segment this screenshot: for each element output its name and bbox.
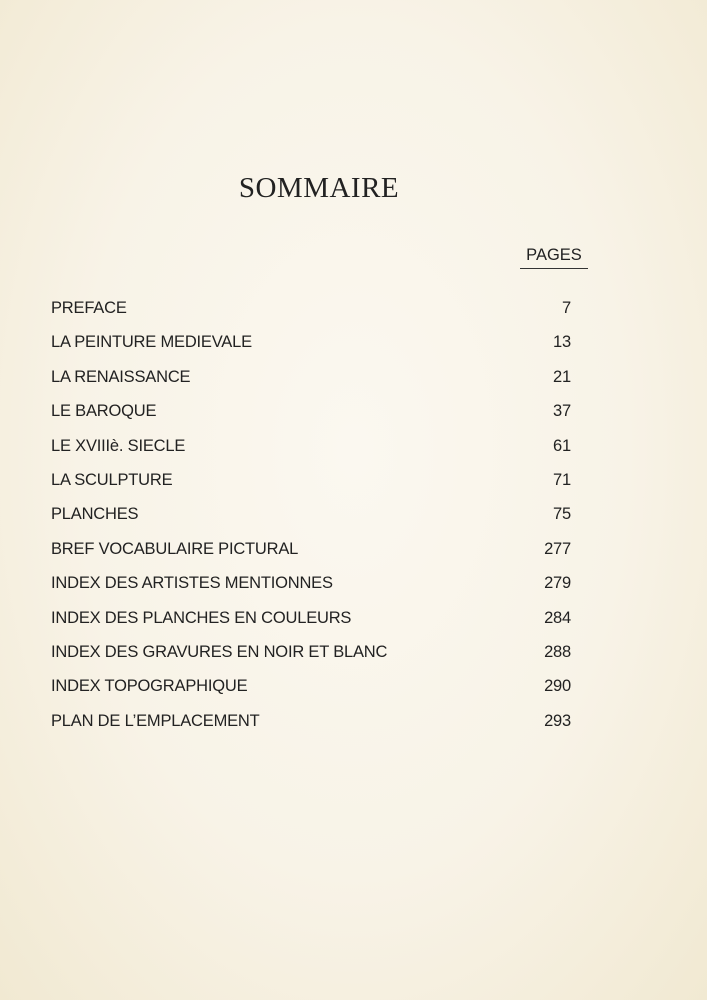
- pages-column-header: PAGES: [520, 246, 588, 269]
- toc-entry-page: 290: [544, 677, 571, 696]
- toc-entry-title: INDEX DES GRAVURES EN NOIR ET BLANC: [51, 642, 388, 661]
- toc-entry: [51, 712, 571, 746]
- toc-entry: [51, 643, 571, 677]
- toc-entry-title: LA PEINTURE MEDIEVALE: [51, 333, 252, 352]
- toc-entry-page: 279: [544, 574, 571, 593]
- toc-entry-title: LE XVIIIè. SIECLE: [51, 436, 186, 455]
- toc-entry: [51, 540, 571, 574]
- toc-entry-page: 37: [553, 402, 571, 421]
- toc-entry-page: 61: [553, 436, 571, 455]
- toc-entry: [51, 574, 571, 608]
- toc-entry-title: LE BAROQUE: [51, 402, 157, 421]
- toc-entry-title: INDEX DES PLANCHES EN COULEURS: [51, 608, 352, 627]
- toc-entry-title: LA RENAISSANCE: [51, 367, 191, 386]
- table-of-contents: [51, 299, 571, 746]
- page-title: SOMMAIRE: [238, 172, 400, 204]
- toc-entry: [51, 437, 571, 471]
- toc-entry: [51, 299, 571, 333]
- toc-entry: [51, 333, 571, 367]
- toc-entry-page: 13: [553, 333, 571, 352]
- toc-entry-page: 277: [544, 539, 571, 558]
- toc-entry-title: INDEX DES ARTISTES MENTIONNES: [51, 574, 333, 593]
- toc-entry: [51, 368, 571, 402]
- toc-entry-page: 284: [544, 608, 571, 627]
- toc-entry: [51, 609, 571, 643]
- toc-entry-page: 71: [553, 470, 571, 489]
- toc-entry-page: 288: [544, 642, 571, 661]
- toc-entry-title: LA SCULPTURE: [51, 470, 173, 489]
- toc-entry: [51, 471, 571, 505]
- toc-entry-title: PLAN DE L’EMPLACEMENT: [51, 711, 260, 730]
- toc-entry-page: 293: [544, 711, 571, 730]
- toc-entry: [51, 402, 571, 436]
- toc-entry-page: 21: [553, 367, 571, 386]
- toc-entry-page: 7: [562, 299, 571, 317]
- toc-entry-title: PLANCHES: [51, 505, 139, 524]
- toc-entry-title: BREF VOCABULAIRE PICTURAL: [51, 539, 299, 558]
- toc-entry: [51, 677, 571, 711]
- toc-entry-title: INDEX TOPOGRAPHIQUE: [51, 677, 248, 696]
- toc-entry-title: PREFACE: [51, 299, 127, 317]
- toc-entry-page: 75: [553, 505, 571, 524]
- toc-entry: [51, 505, 571, 539]
